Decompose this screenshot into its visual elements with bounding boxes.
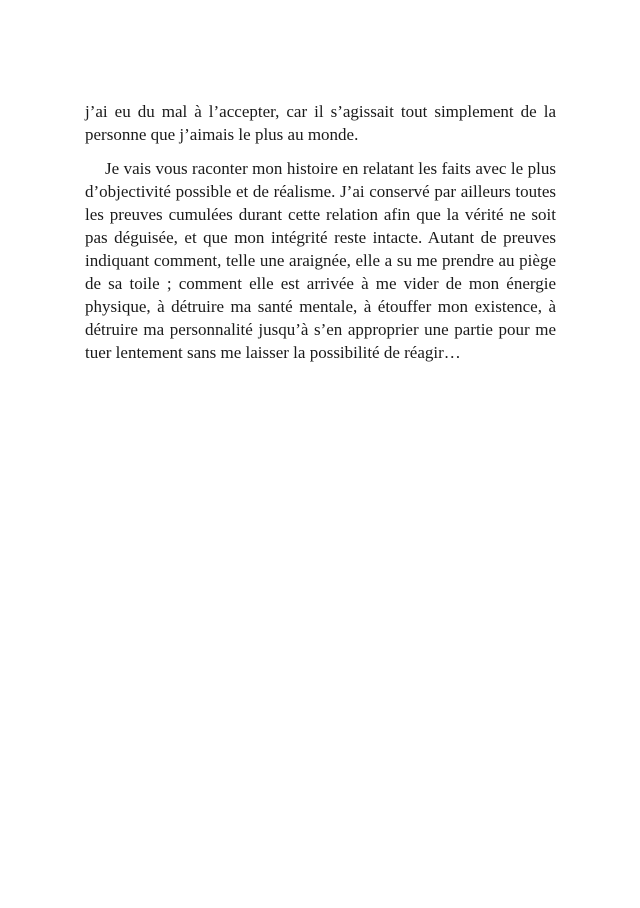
paragraph-2: Je vais vous raconter mon histoire en relatant les faits avec le plus d’objectivité possible et de réalisme. J’ai conservé par ailleurs toutes les preuves cumulées durant cette relation afin que la vérité ne soit pas déguisée, et que mon intégrité reste intacte. Autant de preuves indiquant comment, telle une araignée, elle a su me prendre au piège de sa toile ; comment elle est arrivée à me vider de mon énergie physique, à détruire ma santé mentale, à étouffer mon existence, à détruire ma personnalité jusqu’à s’en approprier une partie pour me tuer lentement sans me laisser la possibilité de réagir… bbox=[85, 159, 556, 362]
body-text bbox=[85, 100, 556, 375]
paragraph-1: j’ai eu du mal à l’accepter, car il s’agissait tout simplement de la personne que j’aimais le plus au monde. bbox=[85, 102, 556, 144]
